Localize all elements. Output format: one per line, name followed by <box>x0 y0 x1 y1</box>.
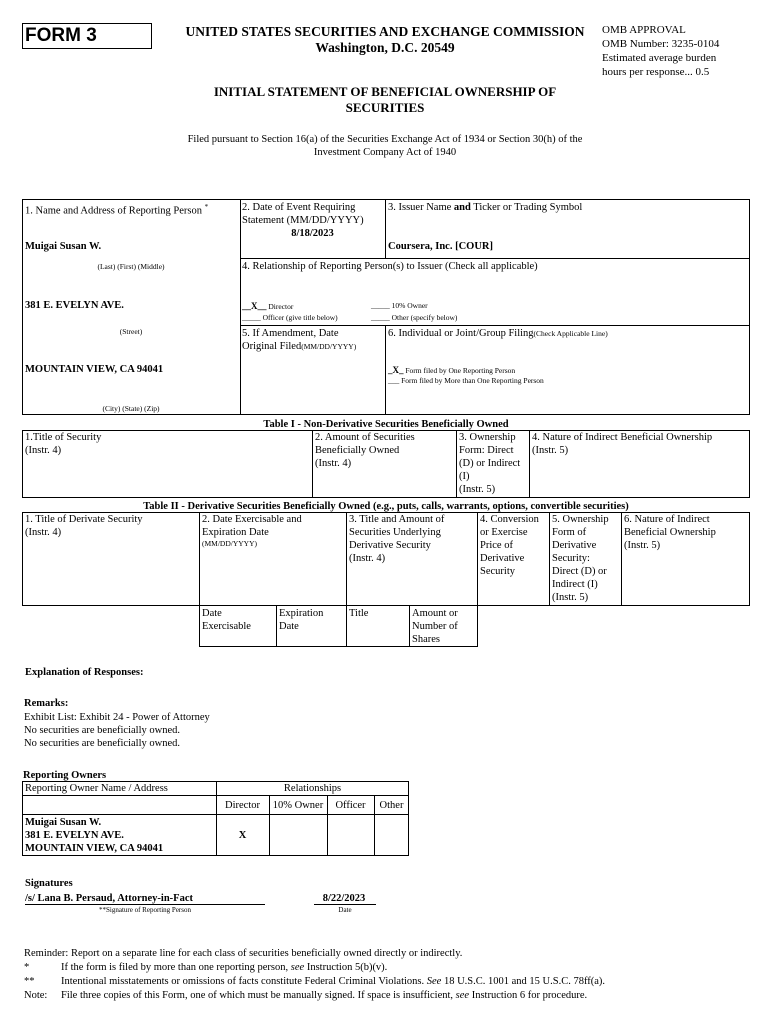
table1-title: Table I - Non-Derivative Securities Beneficially Owned <box>263 419 509 430</box>
explanation-heading: Explanation of Responses: <box>25 667 144 678</box>
date-line <box>314 904 376 905</box>
omb-line: OMB APPROVAL <box>602 24 686 36</box>
issuer-name: Coursera, Inc. [COUR] <box>388 241 493 252</box>
divider <box>22 814 409 815</box>
table2-col3: 3. Title and Amount of Securities Underlying Derivative Security (Instr. 4) <box>349 514 445 564</box>
footnote-2: ** Intentional misstatements or omissions of facts constitute Federal Criminal Violations. See 18 U.S.C. 1001 and 15 U.S.C. 78ff(a). <box>24 976 606 987</box>
divider <box>549 512 550 606</box>
table2-sub-expiration: Expiration Date <box>279 608 324 632</box>
other-option: _____ Other (specify below) <box>371 313 458 322</box>
name-caption: (Last) (First) (Middle) <box>97 262 165 271</box>
divider <box>312 430 313 498</box>
signature-value: /s/ Lana B. Persaud, Attorney-in-Fact <box>25 893 193 904</box>
remarks-heading: Remarks: <box>24 698 69 709</box>
omb-approval <box>602 23 719 79</box>
divider <box>240 258 750 259</box>
form-title-line1: INITIAL STATEMENT OF BENEFICIAL OWNERSHIP OF <box>213 84 557 99</box>
form-title <box>160 84 610 116</box>
divider <box>456 430 457 498</box>
divider <box>199 512 200 647</box>
divider <box>409 606 410 647</box>
date-caption: Date <box>338 906 352 914</box>
footnote-1: * If the form is filed by more than one reporting person, see Instruction 5(b)(v). <box>24 962 388 973</box>
divider <box>477 512 478 647</box>
table2-sub-title: Title <box>349 608 369 619</box>
director-option: __X__ Director <box>242 301 294 311</box>
box1-label: 1. Name and Address of Reporting Person * <box>25 203 209 217</box>
box4-label: 4. Relationship of Reporting Person(s) to Issuer (Check all applicable) <box>242 261 538 272</box>
table2-col1: 1. Title of Derivate Security (Instr. 4) <box>25 514 143 538</box>
signature-line <box>25 904 265 905</box>
agency-line2: Washington, D.C. 20549 <box>315 40 455 55</box>
one-person-option: _X_ Form filed by One Reporting Person <box>388 365 516 375</box>
divider <box>385 199 386 258</box>
divider <box>385 325 386 415</box>
street-caption: (Street) <box>119 327 143 336</box>
officer-option: _____ Officer (give title below) <box>242 313 338 322</box>
signatures-heading: Signatures <box>25 878 73 889</box>
table2-col2: 2. Date Exercisable and Expiration Date (MM/DD/YYYY) <box>202 514 302 548</box>
table2-sub-amount: Amount or Number of Shares <box>412 608 458 645</box>
filed-line2: Investment Company Act of 1940 <box>313 147 457 158</box>
ten-percent-option: _____ 10% Owner <box>371 301 428 310</box>
remark-line: No securities are beneficially owned. <box>24 738 180 749</box>
box6-label: 6. Individual or Joint/Group Filing(Check Applicable Line) <box>388 328 608 339</box>
filed-pursuant <box>150 133 620 159</box>
other-header: Other <box>379 800 404 811</box>
table1-col1: 1.Title of Security (Instr. 4) <box>25 432 102 456</box>
omb-line: Estimated average burden <box>602 52 717 64</box>
multiple-persons-option: ___ Form filed by More than One Reporting Person <box>388 376 544 385</box>
table2-sub-date-exercisable: Date Exercisable <box>202 608 251 632</box>
reporting-person-name: Muigai Susan W. <box>25 241 102 252</box>
owner-row-director-mark: X <box>238 830 247 841</box>
relationships-header: Relationships <box>283 783 342 794</box>
divider <box>199 646 478 647</box>
reminder: Reminder: Report on a separate line for each class of securities beneficially owned directly or indirectly. <box>24 948 463 959</box>
table1-col3: 3. Ownership Form: Direct (D) or Indirect (I) (Instr. 5) <box>459 432 521 495</box>
form-title-line2: SECURITIES <box>345 100 425 115</box>
filed-line1: Filed pursuant to Section 16(a) of the Securities Exchange Act of 1934 or Section 30(h) of the <box>187 134 583 145</box>
agency-header <box>160 24 610 56</box>
owner-name-header: Reporting Owner Name / Address <box>25 783 168 794</box>
box3-label: 3. Issuer Name and Ticker or Trading Symbol <box>388 202 583 213</box>
divider <box>346 512 347 647</box>
divider <box>22 795 409 796</box>
table1-col2: 2. Amount of Securities Beneficially Owned (Instr. 4) <box>315 432 415 469</box>
reporting-person-city: MOUNTAIN VIEW, CA 94041 <box>25 364 164 375</box>
table2-col6: 6. Nature of Indirect Beneficial Ownership (Instr. 5) <box>624 514 716 551</box>
table2-title: Table II - Derivative Securities Beneficially Owned (e.g., puts, calls, warrants, options, convertible securities) <box>143 501 629 512</box>
director-header: Director <box>225 800 260 811</box>
signature-date: 8/22/2023 <box>322 893 366 904</box>
omb-line: OMB Number: 3235-0104 <box>602 38 720 50</box>
reporting-person-street: 381 E. EVELYN AVE. <box>25 300 124 311</box>
omb-line: hours per response... 0.5 <box>602 66 710 78</box>
box5-label: 5. If Amendment, Date Original Filed(MM/DD/YYYY) <box>242 328 357 352</box>
city-caption: (City) (State) (Zip) <box>102 404 160 413</box>
form-label: FORM 3 <box>22 23 152 49</box>
remark-line: Exhibit List: Exhibit 24 - Power of Attorney <box>24 712 210 723</box>
reporting-owners-heading: Reporting Owners <box>23 770 107 781</box>
officer-header: Officer <box>335 800 366 811</box>
signature-caption: **Signature of Reporting Person <box>99 906 191 914</box>
table2-col4: 4. Conversion or Exercise Price of Derivative Security <box>480 514 539 577</box>
table1-col4: 4. Nature of Indirect Beneficial Ownership (Instr. 5) <box>532 432 713 456</box>
ten-percent-header: 10% Owner <box>272 800 324 811</box>
event-date: 8/18/2023 <box>291 228 334 239</box>
footnote-note: Note: File three copies of this Form, one of which must be manually signed. If space is insufficient, see Instruction 6 for procedure. <box>24 990 588 1001</box>
box2-label: 2. Date of Event Requiring Statement (MM/DD/YYYY) <box>242 202 364 226</box>
divider <box>621 512 622 606</box>
table2-col5: 5. Ownership Form of Derivative Security: Direct (D) or Indirect (I) (Instr. 5) <box>552 514 609 603</box>
divider <box>276 606 277 647</box>
divider <box>240 325 750 326</box>
remarks-body <box>24 711 210 750</box>
owner-row-name: Muigai Susan W. 381 E. EVELYN AVE. MOUNTAIN VIEW, CA 94041 <box>25 817 164 854</box>
divider <box>529 430 530 498</box>
remark-line: No securities are beneficially owned. <box>24 725 180 736</box>
agency-line1: UNITED STATES SECURITIES AND EXCHANGE COMMISSION <box>185 24 585 39</box>
